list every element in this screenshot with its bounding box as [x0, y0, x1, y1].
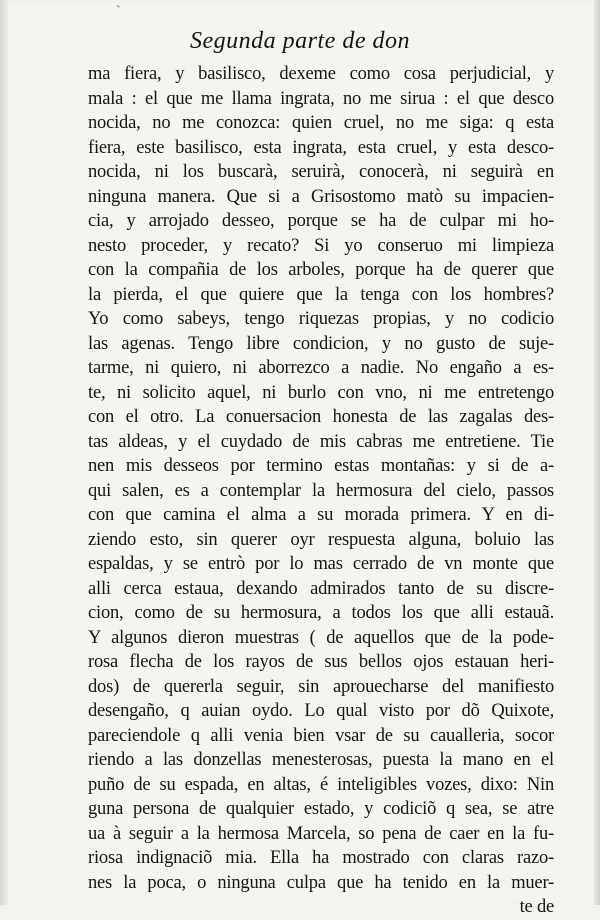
text-line: rosa flecha de los rayos de sus bellos ojos estauan heri-: [88, 652, 554, 672]
text-line: riosa indignaciõ mia. Ella ha mostrado con claras razo-: [88, 848, 554, 868]
text-line: ninguna manera. Que si a Grisostomo matò su impacien-: [88, 186, 554, 207]
text-line: con la compañia de los arboles, porque ha de querer que: [88, 260, 554, 280]
text-line: tas aldeas, y el cuydado de mis cabras me entretiene. Tie: [88, 431, 554, 452]
catchword: te de: [519, 897, 554, 917]
text-line: te, ni solicito aquel, ni burlo con vno, ni me entretengo: [88, 382, 554, 403]
text-line: alli cerca estaua, dexando admirados tanto de su discre-: [88, 578, 554, 599]
text-line: Yo como sabeys, tengo riquezas propias, y no codicio: [88, 309, 554, 329]
text-line: tarme, ni quiero, ni aborrezco a nadie. No engaño a es-: [88, 358, 554, 378]
text-line: ma fiera, y basilisco, dexeme como cosa perjudicial, y: [88, 64, 554, 84]
text-line: nocida, no me conozca: quien cruel, no me siga: q esta: [88, 113, 554, 133]
text-line: cion, como de su hermosura, a todos los que alli estauã.: [88, 603, 554, 623]
text-line: pareciendole q alli venia bien vsar de su caualleria, socor: [88, 725, 554, 746]
running-header: Segunda parte de don: [190, 28, 410, 54]
text-line: mala : el que me llama ingrata, no me sirua : el que desco: [88, 88, 554, 109]
text-line: espaldas, y se entrò por lo mas cerrado de vn monte que: [88, 554, 554, 574]
text-line: qui salen, es a contemplar la hermosura del cielo, passos: [88, 480, 554, 501]
text-line: fiera, este basilisco, esta ingrata, esta cruel, y esta desco-: [88, 137, 554, 158]
page-left-edge: [0, 0, 8, 905]
text-line: con que camina el alma a su morada primera. Y en di-: [88, 505, 554, 525]
text-line: con el otro. La conuersacion honesta de las zagalas des-: [88, 407, 554, 427]
text-line: guna persona de qualquier estado, y codiciõ q sea, se atre: [88, 799, 554, 819]
text-line: puño de su espada, en altas, é inteligibles vozes, dixo: Nin: [88, 774, 554, 795]
text-line: Y algunos dieron muestras ( de aquellos que de la pode-: [88, 627, 554, 648]
text-line: nocida, ni los buscarà, seruirà, conocerà, ni seguirà en: [88, 162, 554, 182]
text-line: desengaño, q auian oydo. Lo qual visto por dõ Quixote,: [88, 701, 554, 721]
text-line: dos) de quererla seguir, sin aprouecharse del manifiesto: [88, 676, 554, 697]
body-text: [88, 62, 554, 920]
text-line: las agenas. Tengo libre condicion, y no gusto de suje-: [88, 333, 554, 354]
text-line: riendo a las donzellas menesterosas, puesta la mano en el: [88, 750, 554, 770]
text-line: nesto proceder, y recato? Si yo conseruo mi limpieza: [88, 235, 554, 256]
text-line: nen mis desseos por termino estas montañas: y si de a-: [88, 456, 554, 476]
text-line: ua à seguir a la hermosa Marcela, so pena de caer en la fu-: [88, 823, 554, 844]
page-right-edge: [594, 0, 600, 905]
text-line: nes la poca, o ninguna culpa que ha tenido en la muer-: [88, 872, 554, 893]
text-line: la pierda, el que quiere que la tenga con los hombres?: [88, 284, 554, 305]
text-line: ziendo esto, sin querer oyr respuesta alguna, boluio las: [88, 529, 554, 550]
text-line: cia, y arrojado desseo, porque se ha de culpar mi ho-: [88, 211, 554, 231]
ink-mark: `: [116, 4, 121, 19]
book-page: [8, 4, 592, 917]
